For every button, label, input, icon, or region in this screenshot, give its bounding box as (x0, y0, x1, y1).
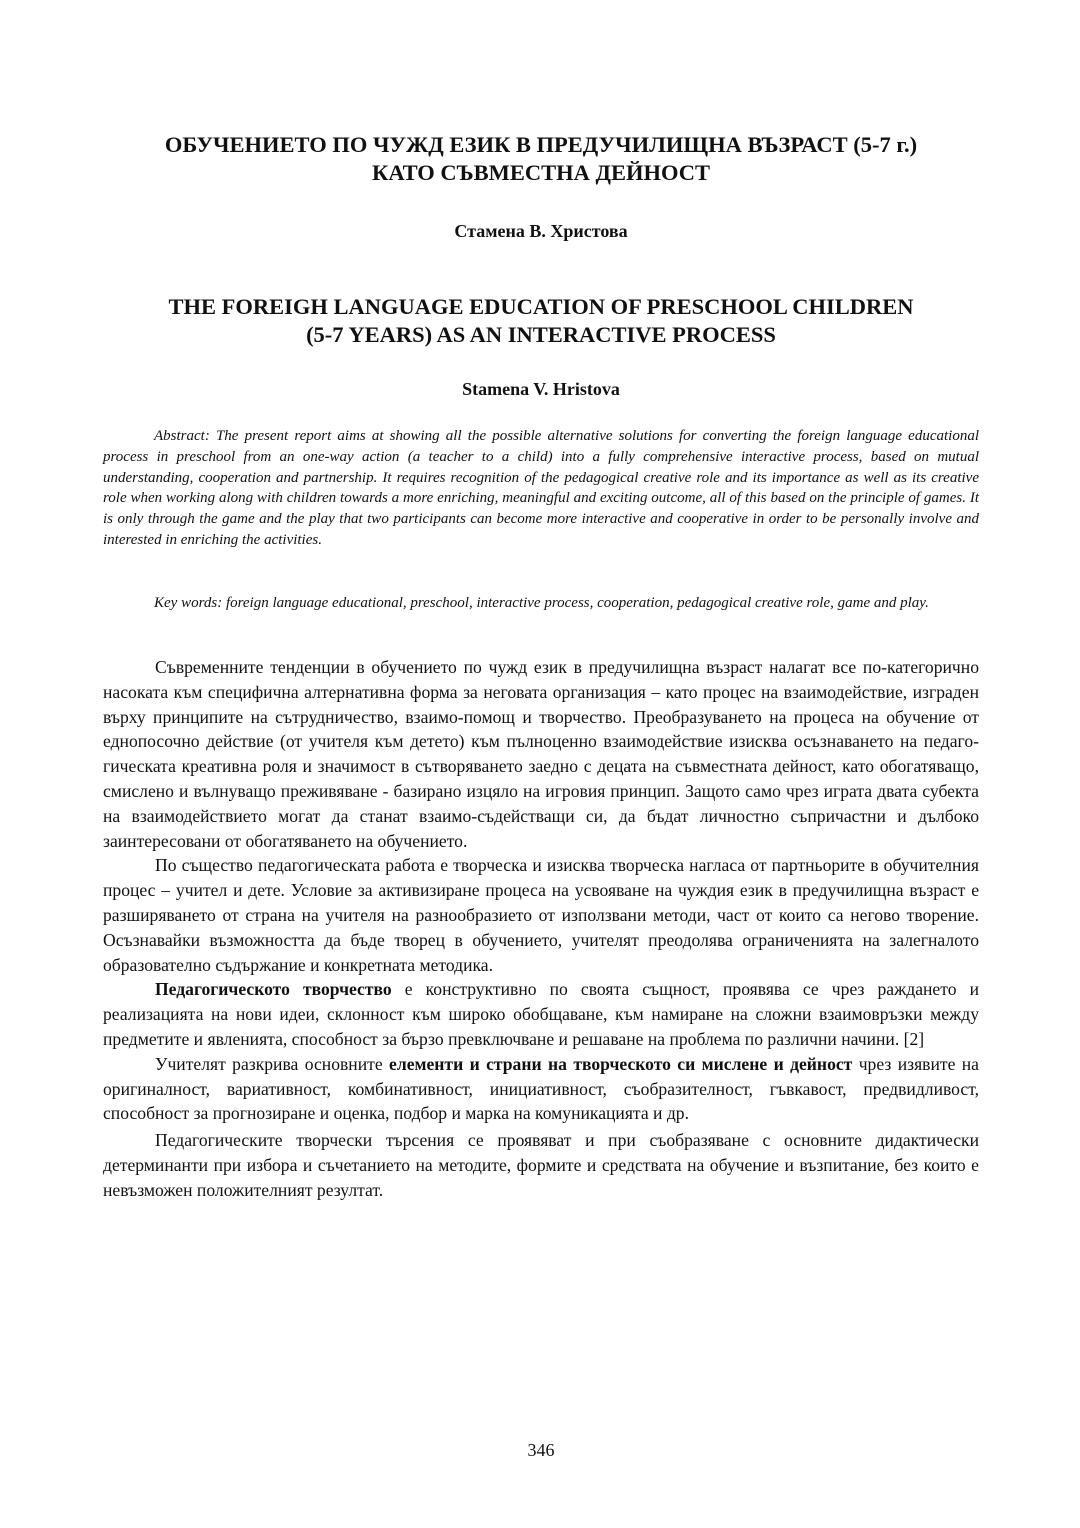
body-text (103, 655, 979, 1203)
paper-page (103, 0, 979, 1528)
title-english (103, 293, 979, 349)
body-paragraph-3-text: е конструктивно по своята същност, проявява се чрез раждането и реализацията на нови идеи, склонност към широко обобщаване, към намиране на сложни взаимовръзки между предметите и явленията, способност за бързо превключване и решаване на проблема по различни начини. [2] (103, 979, 979, 1049)
body-paragraph-4-start: Учителят разкрива основните (155, 1053, 390, 1074)
body-paragraph-4 (103, 1052, 979, 1126)
body-paragraph-3 (103, 977, 979, 1051)
title-bulgarian-line2: КАТО СЪВМЕСТНА ДЕЙНОСТ (372, 160, 710, 185)
body-paragraph-2: По същество педагогическата работа е творческа и изисква творческа нагласа от партньорите в обучителния процес – учител и дете. Условие за активизиране процеса на усвояване на чуждия език в предучилищна възраст е разширяването от страна на учителя на разнообразието от използвани методи, част от които са негово творение. Осъзнавайки възможността да бъде творец в обучението, учителят преодолява ограниченията на залегналото образователно съдържание и конкретната методика. (103, 855, 979, 975)
title-bulgarian-line1: ОБУЧЕНИЕТО ПО ЧУЖД ЕЗИК В ПРЕДУЧИЛИЩНА ВЪЗРАСТ (5-7 г.) (164, 132, 918, 157)
body-paragraph-1: Съвременните тенденции в обучението по чужд език в предучилищна възраст налагат все по-категорично насоката към специфична алтернативна форма за неговата организация – като процес на взаимодействие, изграден върху принципите на сътрудничество, взаимо-помощ и творчество. Преобразуването на процеса на обучение от еднопосочно действие (от учителя към детето) към пълноценно взаимодействие изисква осъзнаването на педаго-гическата креативна роля и значимост в сътворяването заедно с децата на съвместната дейност, като обогатяващо, смислено и вълнуващо преживяване - базирано изцяло на игровия принцип. Защото само чрез играта двата субекта на взаимодействието могат да станат взаимо-съдействащи си, да бъдат личностно съпричастни и дълбоко заинтересовани от обогатяването на обучението. (103, 657, 979, 851)
author-english: Stamena V. Hristova (462, 379, 620, 399)
body-paragraph-5: Педагогическите творчески търсения се проявяват и при съобразяване с основните дидактически детерминанти при избора и съчетанието на методите, формите и средствата на обучение и възпитание, без които е невъзможен положителният резултат. (103, 1130, 979, 1200)
keywords: Key words: foreign language educational, preschool, interactive process, cooperation, pedagogical creative role, game and play. (154, 595, 929, 611)
body-paragraph-4-text: чрез изявите на оригиналност, вариативност, комбинативност, инициативност, съобразителност, гъвкавост, предвидливост, способност за прогнозиране и оценка, подбор и марка на комуникацията и др. (103, 1053, 979, 1124)
bold-term-pedagogical-creativity: Педагогическото творчество (155, 979, 392, 1000)
abstract: Abstract: The present report aims at showing all the possible alternative solutions for converting the foreign language educational process in preschool from an one-way action (a teacher to a child) into a fully comprehensive interactive process, based on mutual understanding, cooperation and partnership. It requires recognition of the pedagogical creative role and its importance as well as its creative role when working along with children towards a more enriching, meaningful and exciting outcome, all of this based on the principle of games. It is only through the game and the play that two participants can become more interactive and cooperative in order to be personally involve and interested in enriching the activities. (103, 428, 979, 548)
page-number: 346 (527, 1440, 555, 1460)
bold-term-creative-elements: елементи и страни на творческото си мислене и дейност (389, 1053, 853, 1074)
title-bulgarian (103, 131, 979, 187)
title-english-line1: THE FOREIGH LANGUAGE EDUCATION OF PRESCHOOL CHILDREN (168, 294, 914, 319)
author-bulgarian: Стамена В. Христова (454, 221, 628, 241)
title-english-line2: (5-7 YEARS) AS AN INTERACTIVE PROCESS (306, 322, 776, 347)
